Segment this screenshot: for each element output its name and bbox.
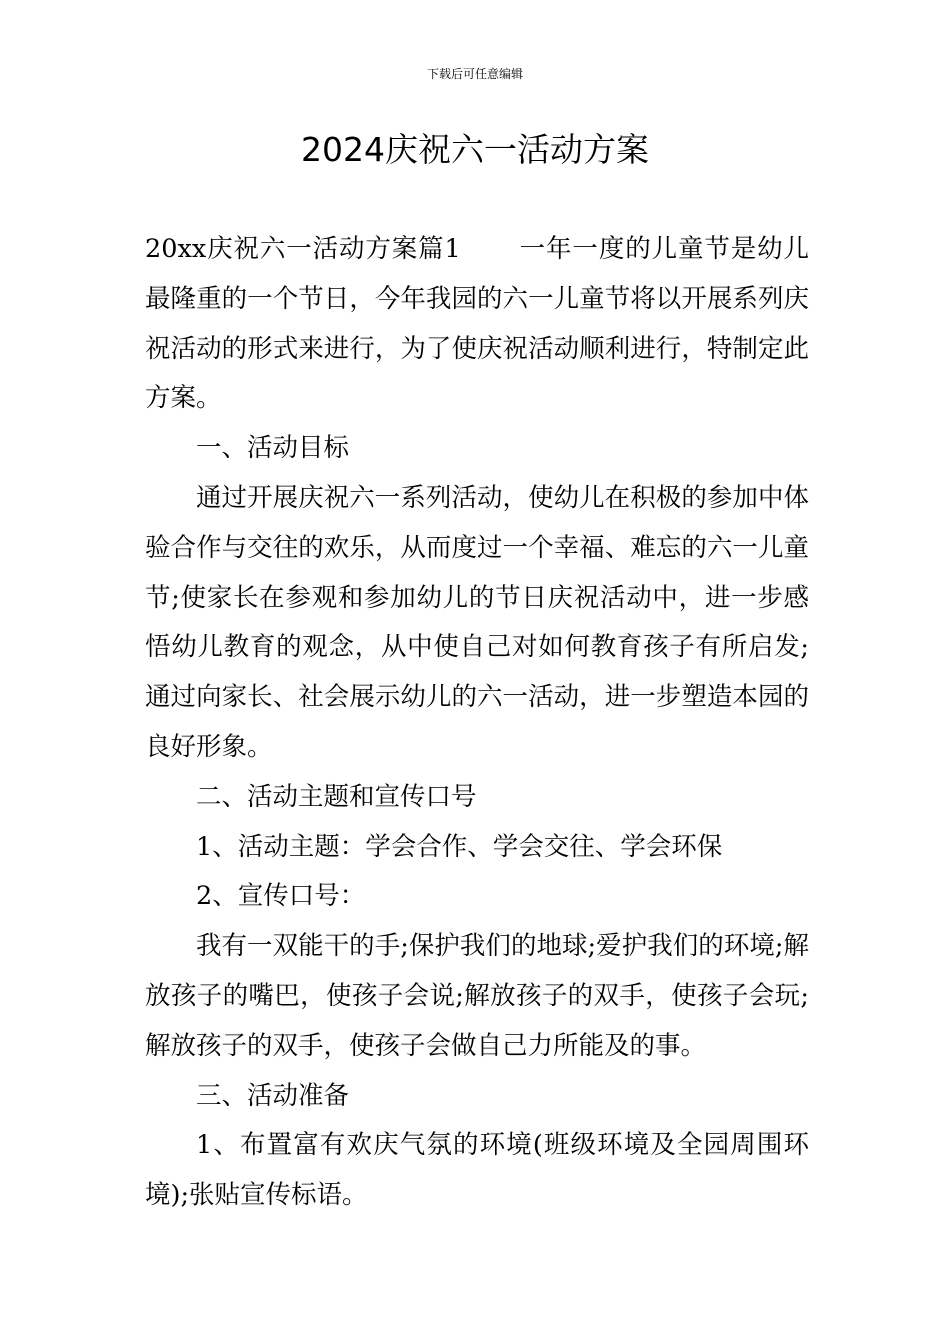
intro-text: 一年一度的儿童节是幼儿最隆重的一个节日，今年我园的六一儿童节将以开展系列庆祝活动的形式来进行，为了使庆祝活动顺利进行，特制定此方案。: [145, 234, 809, 414]
slogan-text: 我有一双能干的手;保护我们的地球;爱护我们的环境;解放孩子的嘴巴，使孩子会说;解放孩子的双手，使孩子会玩;解放孩子的双手，使孩子会做自己力所能及的事。: [145, 931, 809, 1061]
intro-paragraph: [145, 225, 809, 424]
theme-item: 1、活动主题：学会合作、学会交往、学会环保: [196, 831, 723, 862]
slogan-item: 2、宣传口号：: [196, 881, 366, 912]
section-text-goals: 通过开展庆祝六一系列活动，使幼儿在积极的参加中体验合作与交往的欢乐，从而度过一个幸福、难忘的六一儿童节;使家长在参观和参加幼儿的节日庆祝活动中，进一步感悟幼儿教育的观念，从中使自己对如何教育孩子有所启发;通过向家长、社会展示幼儿的六一活动，进一步塑造本园的良好形象。: [145, 482, 809, 762]
document-body: [145, 225, 809, 1221]
page-header-note: 下载后可任意编辑: [426, 67, 523, 81]
section-heading-goals: 一、活动目标: [196, 433, 350, 464]
document-title: 2024庆祝六一活动方案: [301, 130, 649, 169]
intro-heading: 20xx庆祝六一活动方案篇1: [145, 234, 461, 264]
section-heading-preparation: 三、活动准备: [196, 1080, 350, 1111]
preparation-item: 1、布置富有欢庆气氛的环境(班级环境及全园周围环境);张贴宣传标语。: [145, 1130, 809, 1211]
section-heading-theme: 二、活动主题和宣传口号: [196, 781, 477, 812]
